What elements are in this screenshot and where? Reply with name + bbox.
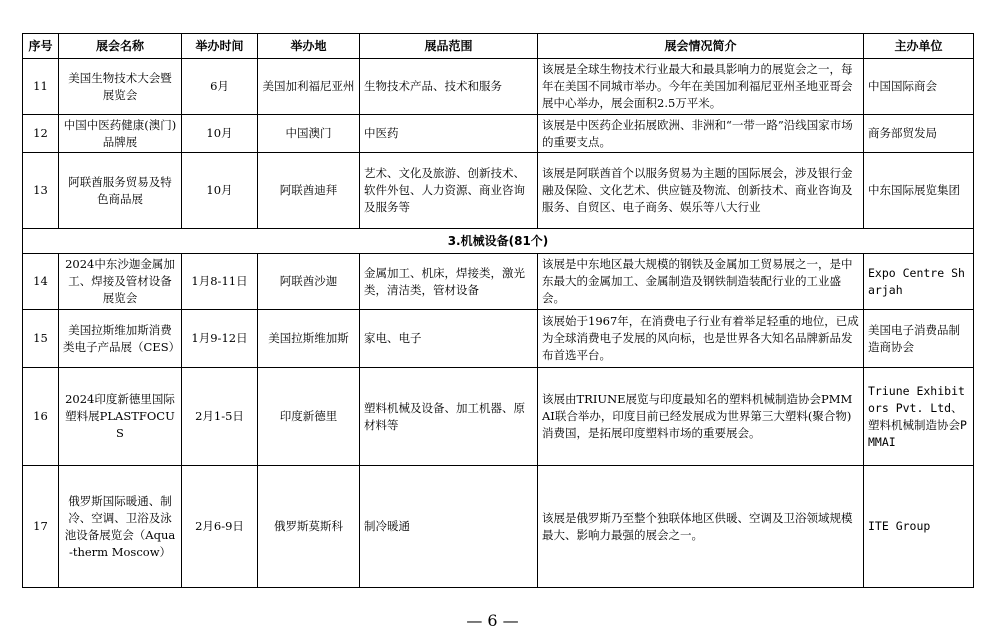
table-header-row [23, 34, 974, 59]
table-row [23, 310, 974, 368]
row-place: 俄罗斯莫斯科 [258, 466, 360, 588]
row-intro: 该展始于1967年，在消费电子行业有着举足轻重的地位，已成为全球消费电子发展的风向标，也是世界各大知名品牌新品发布首选平台。 [538, 310, 864, 368]
row-place: 阿联酋迪拜 [258, 153, 360, 229]
header-name: 展会名称 [59, 34, 182, 59]
row-intro: 该展由TRIUNE展览与印度最知名的塑料机械制造协会PMMAI联合举办，印度目前已经发展成为世界第三大塑料(聚合物)消费国，是拓展印度塑料市场的重要展会。 [538, 368, 864, 466]
row-time: 1月9-12日 [182, 310, 258, 368]
row-time: 2月1-5日 [182, 368, 258, 466]
row-name: 美国拉斯维加斯消费类电子产品展（CES） [59, 310, 182, 368]
row-scope: 艺术、文化及旅游、创新技术、软件外包、人力资源、商业咨询及服务等 [360, 153, 538, 229]
row-no: 11 [23, 59, 59, 115]
row-name: 2024印度新德里国际塑料展PLASTFOCUS [59, 368, 182, 466]
table-row [23, 254, 974, 310]
section-row [23, 229, 974, 254]
row-scope: 金属加工、机床，焊接类，激光类，清洁类，管材设备 [360, 254, 538, 310]
row-no: 17 [23, 466, 59, 588]
row-organizer: 美国电子消费品制造商协会 [864, 310, 974, 368]
row-place: 阿联酋沙迦 [258, 254, 360, 310]
header-intro: 展会情况简介 [538, 34, 864, 59]
row-scope: 塑料机械及设备、加工机器、原材料等 [360, 368, 538, 466]
header-no: 序号 [23, 34, 59, 59]
table-row [23, 115, 974, 153]
row-time: 10月 [182, 115, 258, 153]
row-time: 10月 [182, 153, 258, 229]
section-title: 3.机械设备(81个) [23, 229, 974, 254]
row-organizer: Triune Exhibitors Pvt. Ltd、塑料机械制造协会PMMAI [864, 368, 974, 466]
row-scope: 家电、电子 [360, 310, 538, 368]
row-time: 1月8-11日 [182, 254, 258, 310]
row-time: 6月 [182, 59, 258, 115]
table-row [23, 368, 974, 466]
row-organizer: 中国国际商会 [864, 59, 974, 115]
header-place: 举办地 [258, 34, 360, 59]
row-intro: 该展是阿联酋首个以服务贸易为主题的国际展会，涉及银行金融及保险、文化艺术、供应链及物流、创新技术、商业咨询及服务、自贸区、电子商务、娱乐等八大行业 [538, 153, 864, 229]
row-scope: 中医药 [360, 115, 538, 153]
row-organizer: Expo Centre Sharjah [864, 254, 974, 310]
row-place: 美国拉斯维加斯 [258, 310, 360, 368]
row-intro: 该展是全球生物技术行业最大和最具影响力的展览会之一，每年在美国不同城市举办。今年在美国加利福尼亚州圣地亚哥会展中心举办，展会面积2.5万平米。 [538, 59, 864, 115]
row-name: 中国中医药健康(澳门)品牌展 [59, 115, 182, 153]
table-row [23, 153, 974, 229]
row-organizer: 中东国际展览集团 [864, 153, 974, 229]
row-scope: 制冷暖通 [360, 466, 538, 588]
row-intro: 该展是俄罗斯乃至整个独联体地区供暖、空调及卫浴领域规模最大、影响力最强的展会之一。 [538, 466, 864, 588]
row-intro: 该展是中东地区最大规模的钢铁及金属加工贸易展之一，是中东最大的金属加工、金属制造及钢铁制造装配行业的工业盛会。 [538, 254, 864, 310]
row-no: 14 [23, 254, 59, 310]
table-row [23, 466, 974, 588]
header-time: 举办时间 [182, 34, 258, 59]
table-row [23, 59, 974, 115]
row-no: 13 [23, 153, 59, 229]
row-time: 2月6-9日 [182, 466, 258, 588]
row-name: 2024中东沙迦金属加工、焊接及管材设备展览会 [59, 254, 182, 310]
row-intro: 该展是中医药企业拓展欧洲、非洲和“一带一路”沿线国家市场的重要支点。 [538, 115, 864, 153]
page-number: — 6 — [466, 611, 519, 630]
row-organizer: ITE Group [864, 466, 974, 588]
header-organizer: 主办单位 [864, 34, 974, 59]
row-scope: 生物技术产品、技术和服务 [360, 59, 538, 115]
row-no: 12 [23, 115, 59, 153]
row-place: 美国加利福尼亚州 [258, 59, 360, 115]
row-name: 俄罗斯国际暖通、制冷、空调、卫浴及泳池设备展览会（Aqua-therm Moscow） [59, 466, 182, 588]
row-no: 16 [23, 368, 59, 466]
row-name: 阿联酋服务贸易及特色商品展 [59, 153, 182, 229]
row-name: 美国生物技术大会暨展览会 [59, 59, 182, 115]
header-scope: 展品范围 [360, 34, 538, 59]
exhibition-table [22, 33, 974, 588]
row-no: 15 [23, 310, 59, 368]
row-place: 印度新德里 [258, 368, 360, 466]
row-organizer: 商务部贸发局 [864, 115, 974, 153]
row-place: 中国澳门 [258, 115, 360, 153]
